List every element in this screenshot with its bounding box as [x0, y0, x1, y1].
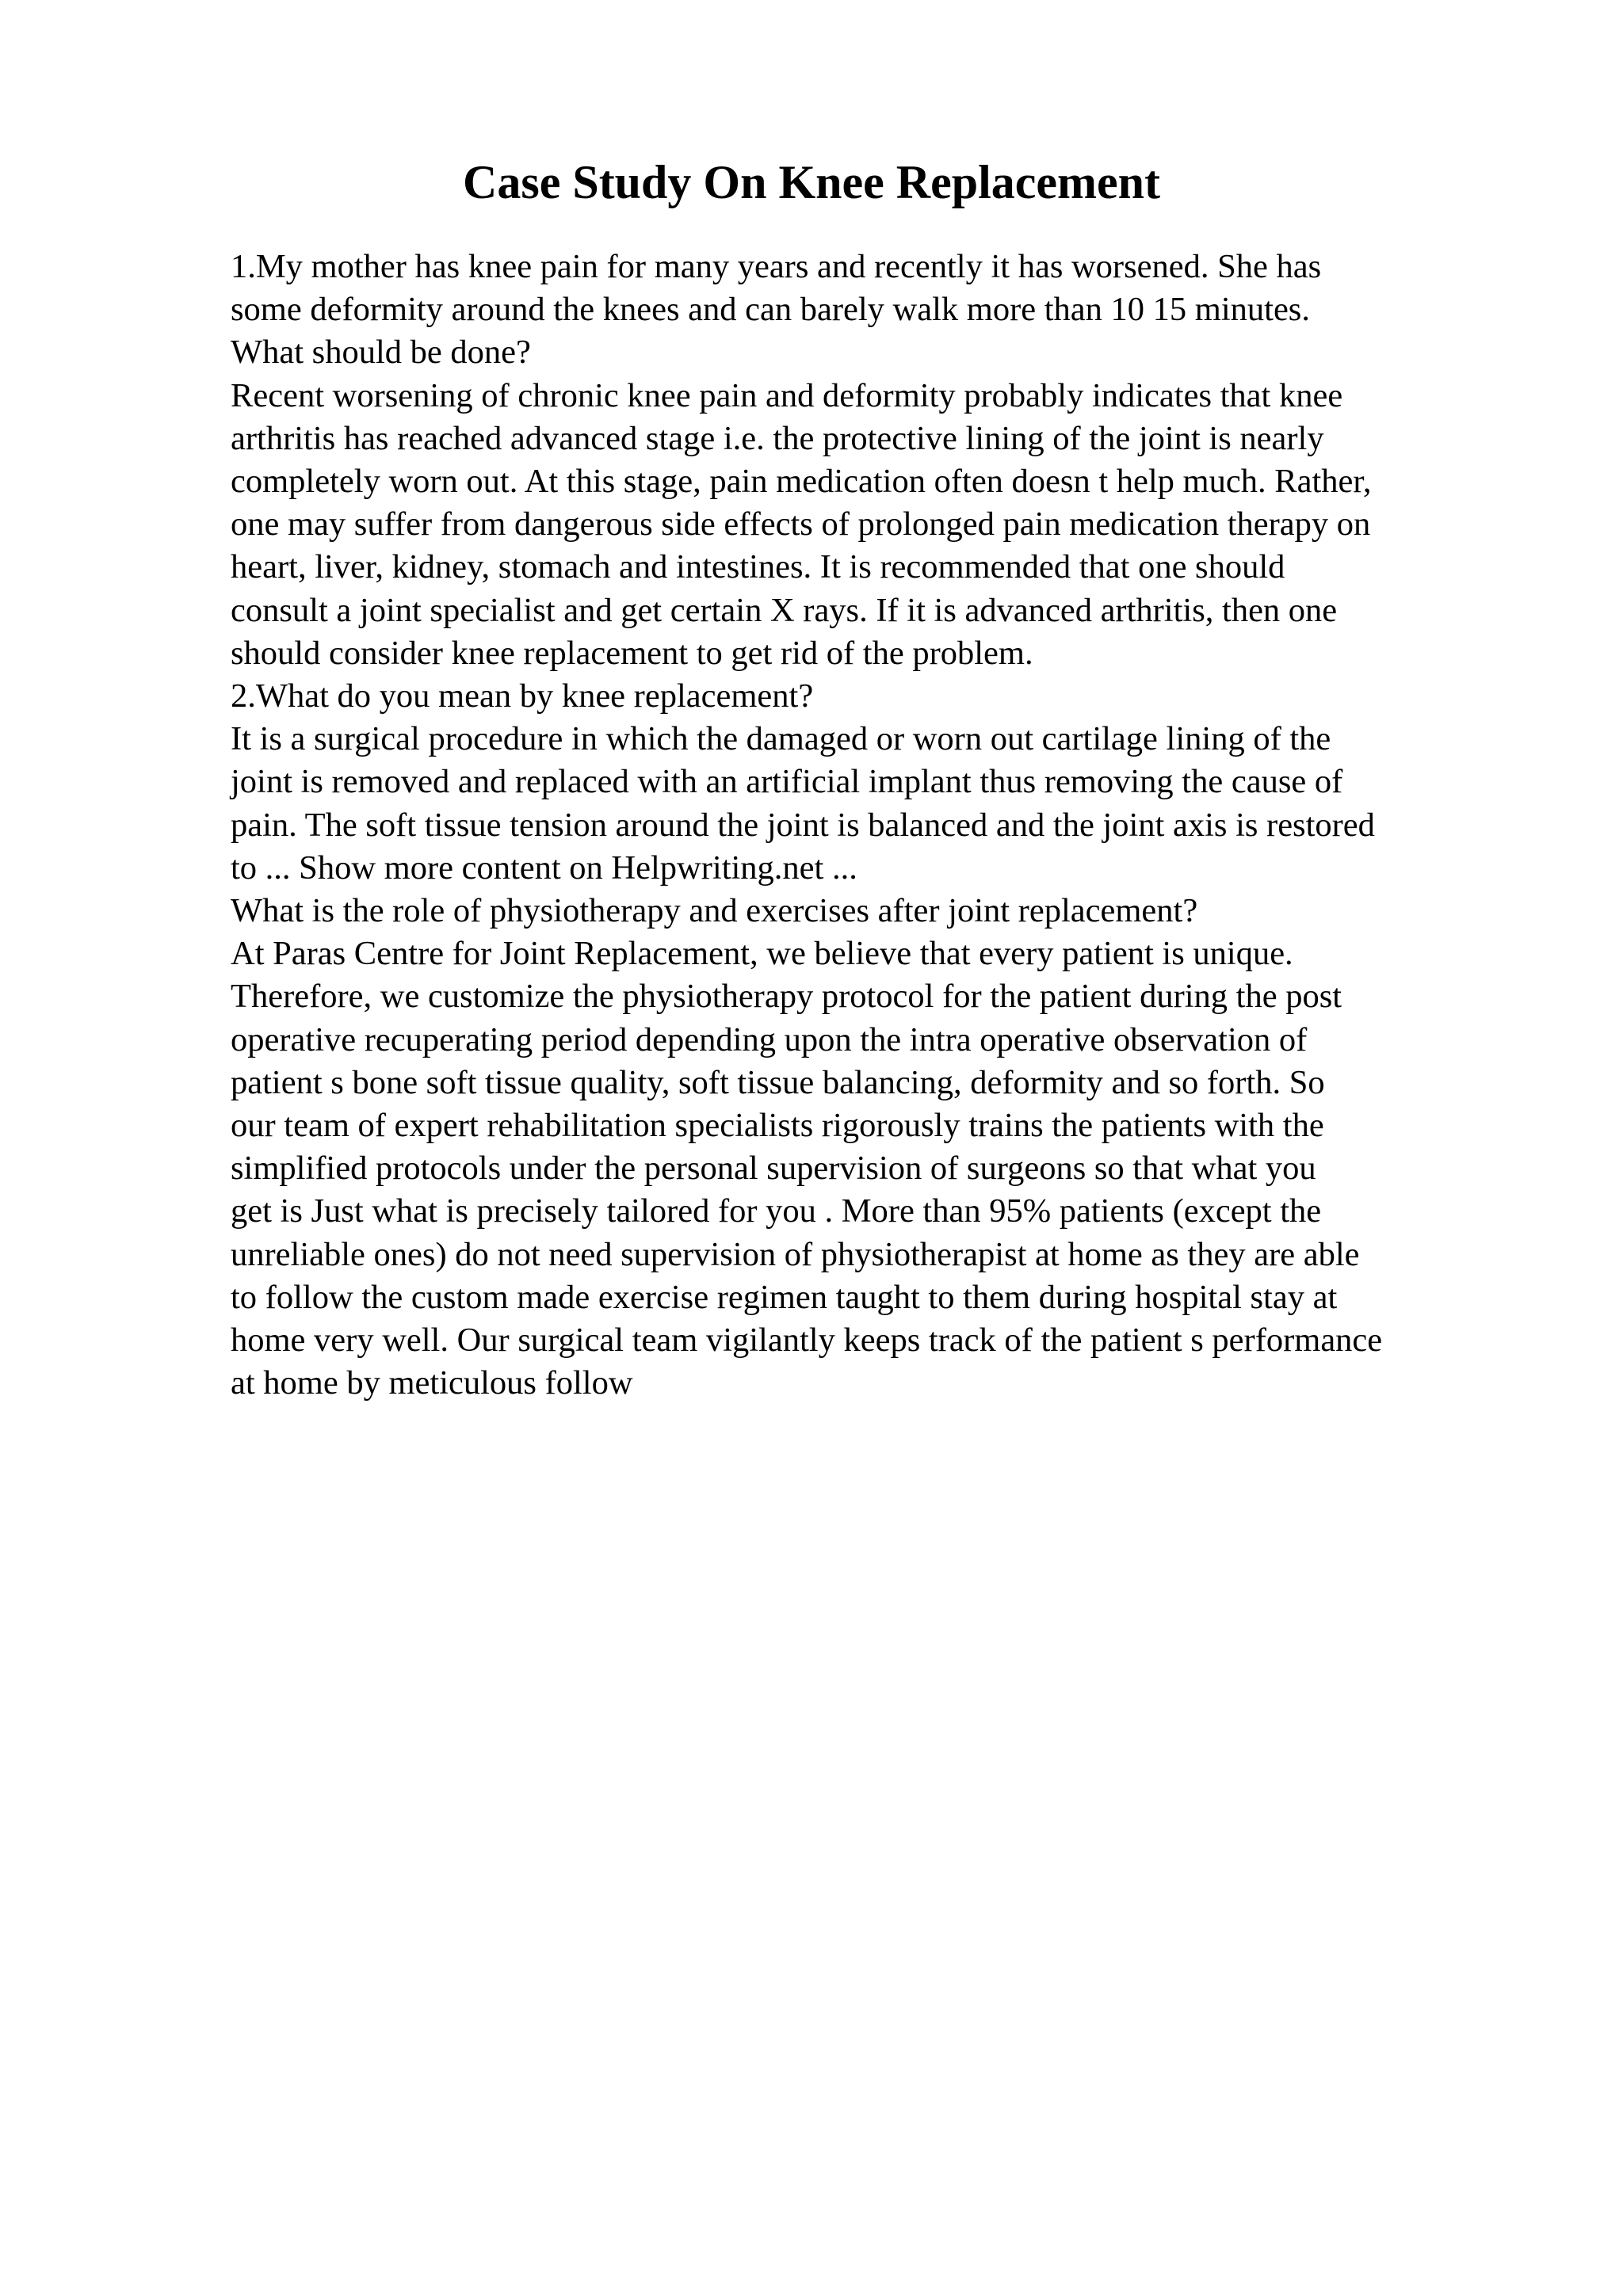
text-line: 1.My mother has knee pain for many years and recently it has worsened. She has — [231, 248, 1322, 285]
text-line: home very well. Our surgical team vigilantly keeps track of the patient s performance — [231, 1322, 1383, 1360]
text-line: get is Just what is precisely tailored for you . More than 95% patients (except the — [231, 1192, 1322, 1230]
page-title: Case Study On Knee Replacement — [463, 156, 1160, 208]
body-text — [231, 246, 1514, 1405]
text-line: pain. The soft tissue tension around the joint is balanced and the joint axis is restored — [231, 806, 1375, 844]
text-line: 2.What do you mean by knee replacement? — [231, 677, 814, 715]
text-line: operative recuperating period depending upon the intra operative observation of — [231, 1020, 1308, 1058]
text-line: to ... Show more content on Helpwriting.net ... — [231, 849, 857, 887]
text-line: should consider knee replacement to get rid of the problem. — [231, 634, 1033, 672]
text-line: one may suffer from dangerous side effects of prolonged pain medication therapy on — [231, 505, 1371, 543]
text-line: some deformity around the knees and can barely walk more than 10 15 minutes. — [231, 291, 1310, 329]
text-line: simplified protocols under the personal supervision of surgeons so that what you — [231, 1150, 1316, 1188]
text-line: At Paras Centre for Joint Replacement, we believe that every patient is unique. — [231, 935, 1293, 973]
text-line: Recent worsening of chronic knee pain and deformity probably indicates that knee — [231, 376, 1343, 414]
text-line: at home by meticulous follow — [231, 1364, 633, 1402]
text-line: consult a joint specialist and get certain X rays. If it is advanced arthritis, then one — [231, 591, 1338, 629]
text-line: arthritis has reached advanced stage i.e. the protective lining of the joint is nearly — [231, 419, 1324, 457]
text-line: Therefore, we customize the physiotherapy protocol for the patient during the post — [231, 978, 1342, 1016]
text-line: What should be done? — [231, 334, 531, 372]
text-line: unreliable ones) do not need supervision of physiotherapist at home as they are able — [231, 1235, 1360, 1273]
text-line: completely worn out. At this stage, pain medication often doesn t help much. Rather, — [231, 463, 1372, 501]
text-line: It is a surgical procedure in which the damaged or worn out cartilage lining of the — [231, 720, 1331, 758]
text-line: our team of expert rehabilitation specialists rigorously trains the patients with the — [231, 1107, 1324, 1145]
text-line: What is the role of physiotherapy and exercises after joint replacement? — [231, 892, 1198, 930]
text-line: heart, liver, kidney, stomach and intestines. It is recommended that one should — [231, 548, 1285, 586]
text-line: joint is removed and replaced with an artificial implant thus removing the cause of — [231, 763, 1343, 801]
text-line: to follow the custom made exercise regimen taught to them during hospital stay at — [231, 1278, 1338, 1316]
text-line: patient s bone soft tissue quality, soft tissue balancing, deformity and so forth. So — [231, 1063, 1325, 1101]
